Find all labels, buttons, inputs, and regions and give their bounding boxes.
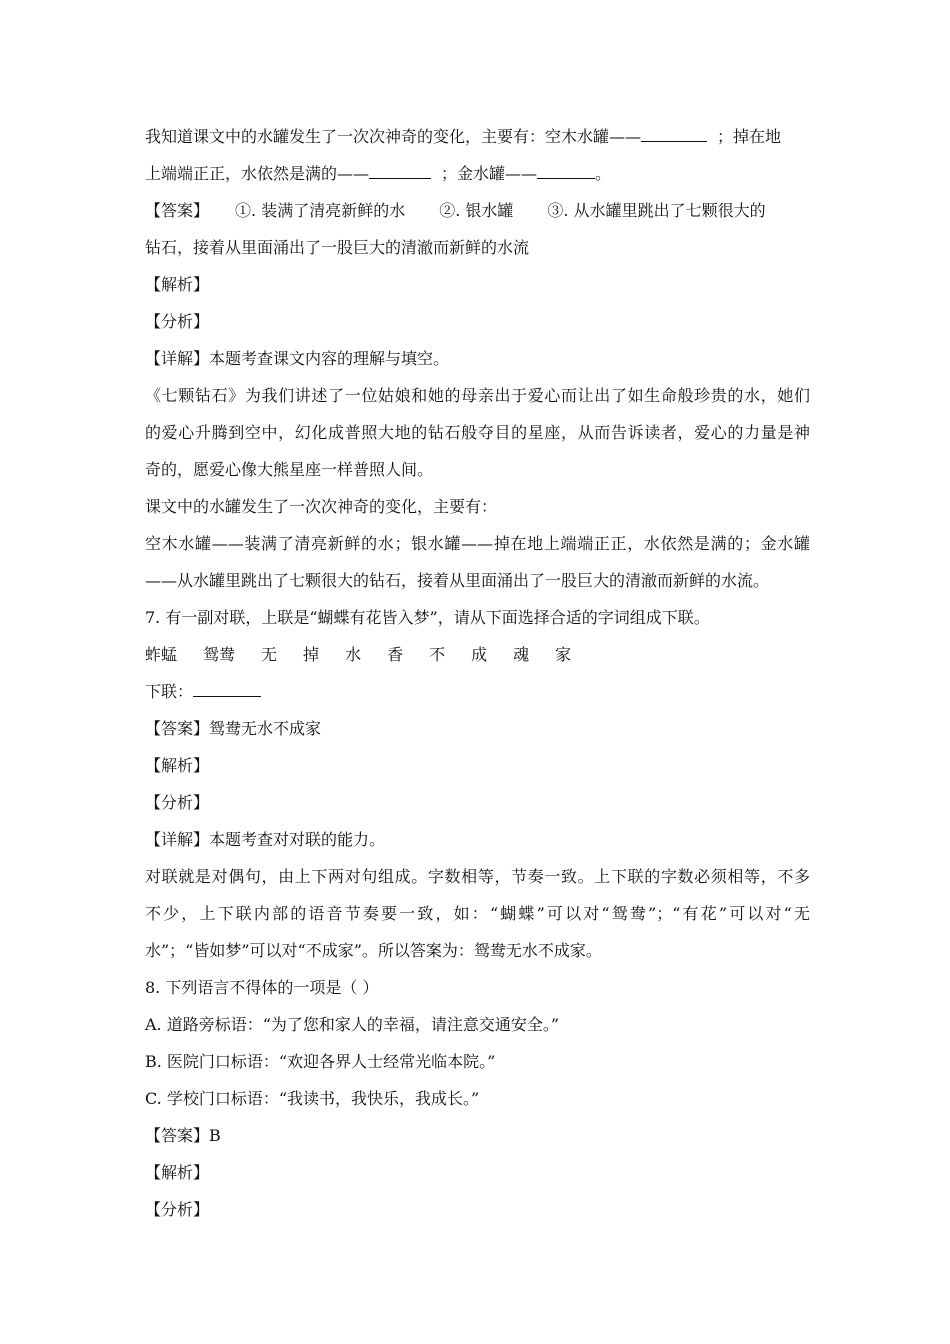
q7-fenxi: 【分析】 [145,793,210,812]
q8-option-b: B. 医院门口标语：“欢迎各界人士经常光临本院。” [145,1052,496,1071]
q7-stem: 7. 有一副对联，上联是“蝴蝶有花皆入梦”，请从下面选择合适的字词组成下联。 [145,608,710,627]
q6-para-3-line-2: ——从水罐里跳出了七颗很大的钻石，接着从里面涌出了一股巨大的清澈而新鲜的水流。 [145,571,770,590]
document-content [145,118,810,1228]
q7-jiexi: 【解析】 [145,756,210,775]
q6-blank-3 [537,164,595,179]
q7-detail: 【详解】本题考查对对联的能力。 [145,830,386,849]
q6-blank-2 [369,164,431,179]
q7-option: 蚱蜢 [145,645,178,664]
q7-options-row [145,636,810,673]
q6-fenxi: 【分析】 [145,312,210,331]
q8-option-a: A. 道路旁标语：“为了您和家人的幸福，请注意交通安全。” [145,1015,560,1034]
q7-option: 掉 [303,645,320,664]
q8-answer: 【答案】B [145,1126,221,1145]
q7-option: 香 [387,645,404,664]
q7-option: 水 [345,645,362,664]
q7-option: 成 [471,645,488,664]
q8-fenxi: 【分析】 [145,1200,210,1219]
q8-option-c: C. 学校门口标语：“我读书，我快乐，我成长。” [145,1089,480,1108]
q6-answer-2: ②. 银水罐 [439,201,514,220]
q7-option: 鸳鸯 [203,645,236,664]
q6-stem-text: 。 [595,164,612,183]
q6-stem-text: 上端端正正，水依然是满的—— [145,164,370,183]
q7-lower-line [145,673,810,710]
q7-blank [193,682,261,697]
q6-para-2: 课文中的水罐发生了一次次神奇的变化，主要有： [145,497,498,516]
q6-stem-text: 我知道课文中的水罐发生了一次次神奇的变化，主要有：空木水罐—— [145,127,642,146]
q7-answer: 【答案】鸳鸯无水不成家 [145,719,322,738]
q8-jiexi: 【解析】 [145,1163,210,1182]
q6-stem-text: ；掉在地 [717,127,782,146]
q6-stem-text: ；金水罐—— [441,164,538,183]
q6-answer-1: ①. 装满了清亮新鲜的水 [235,201,406,220]
q6-answer-line-2: 钻石，接着从里面涌出了一股巨大的清澈而新鲜的水流 [145,238,530,257]
q6-detail: 【详解】本题考查课文内容的理解与填空。 [145,349,450,368]
q7-para-line-1: 对联就是对偶句，由上下两对句组成。字数相等，节奏一致。上下联的字数必须相等，不多 [145,867,810,886]
q6-para-1-line-2: 的爱心升腾到空中，幻化成普照大地的钻石般夺目的星座，从而告诉读者，爱心的力量是神 [145,423,810,442]
q6-para-1-line-3: 奇的，愿爱心像大熊星座一样普照人间。 [145,460,434,479]
answer-tag: 【答案】 [145,201,210,220]
q6-blank-1 [641,127,707,142]
q7-lower-label: 下联： [145,682,194,701]
q6-jiexi: 【解析】 [145,275,210,294]
q7-option: 魂 [513,645,530,664]
q7-para-line-3: 水”；“皆如梦”可以对“不成家”。所以答案为：鸳鸯无水不成家。 [145,941,602,960]
q6-stem-line-2 [145,155,810,192]
q7-para-line-2: 不少，上下联内部的语音节奏要一致，如：“蝴蝶”可以对“鸳鸯”；“有花”可以对“无 [145,904,810,923]
q7-option: 不 [429,645,446,664]
q6-answer-3: ③. 从水罐里跳出了七颗很大的 [547,201,766,220]
q6-stem-line-1 [145,118,810,155]
q8-stem: 8. 下列语言不得体的一项是（ ） [145,978,379,997]
q7-option: 无 [261,645,278,664]
q7-option: 家 [555,645,572,664]
q6-para-1-line-1: 《七颗钻石》为我们讲述了一位姑娘和她的母亲出于爱心而让出了如生命般珍贵的水，她们 [145,386,810,405]
q6-para-3-line-1: 空木水罐——装满了清亮新鲜的水；银水罐——掉在地上端端正正，水依然是满的；金水罐 [145,534,810,553]
q6-answer-line-1 [145,192,810,229]
